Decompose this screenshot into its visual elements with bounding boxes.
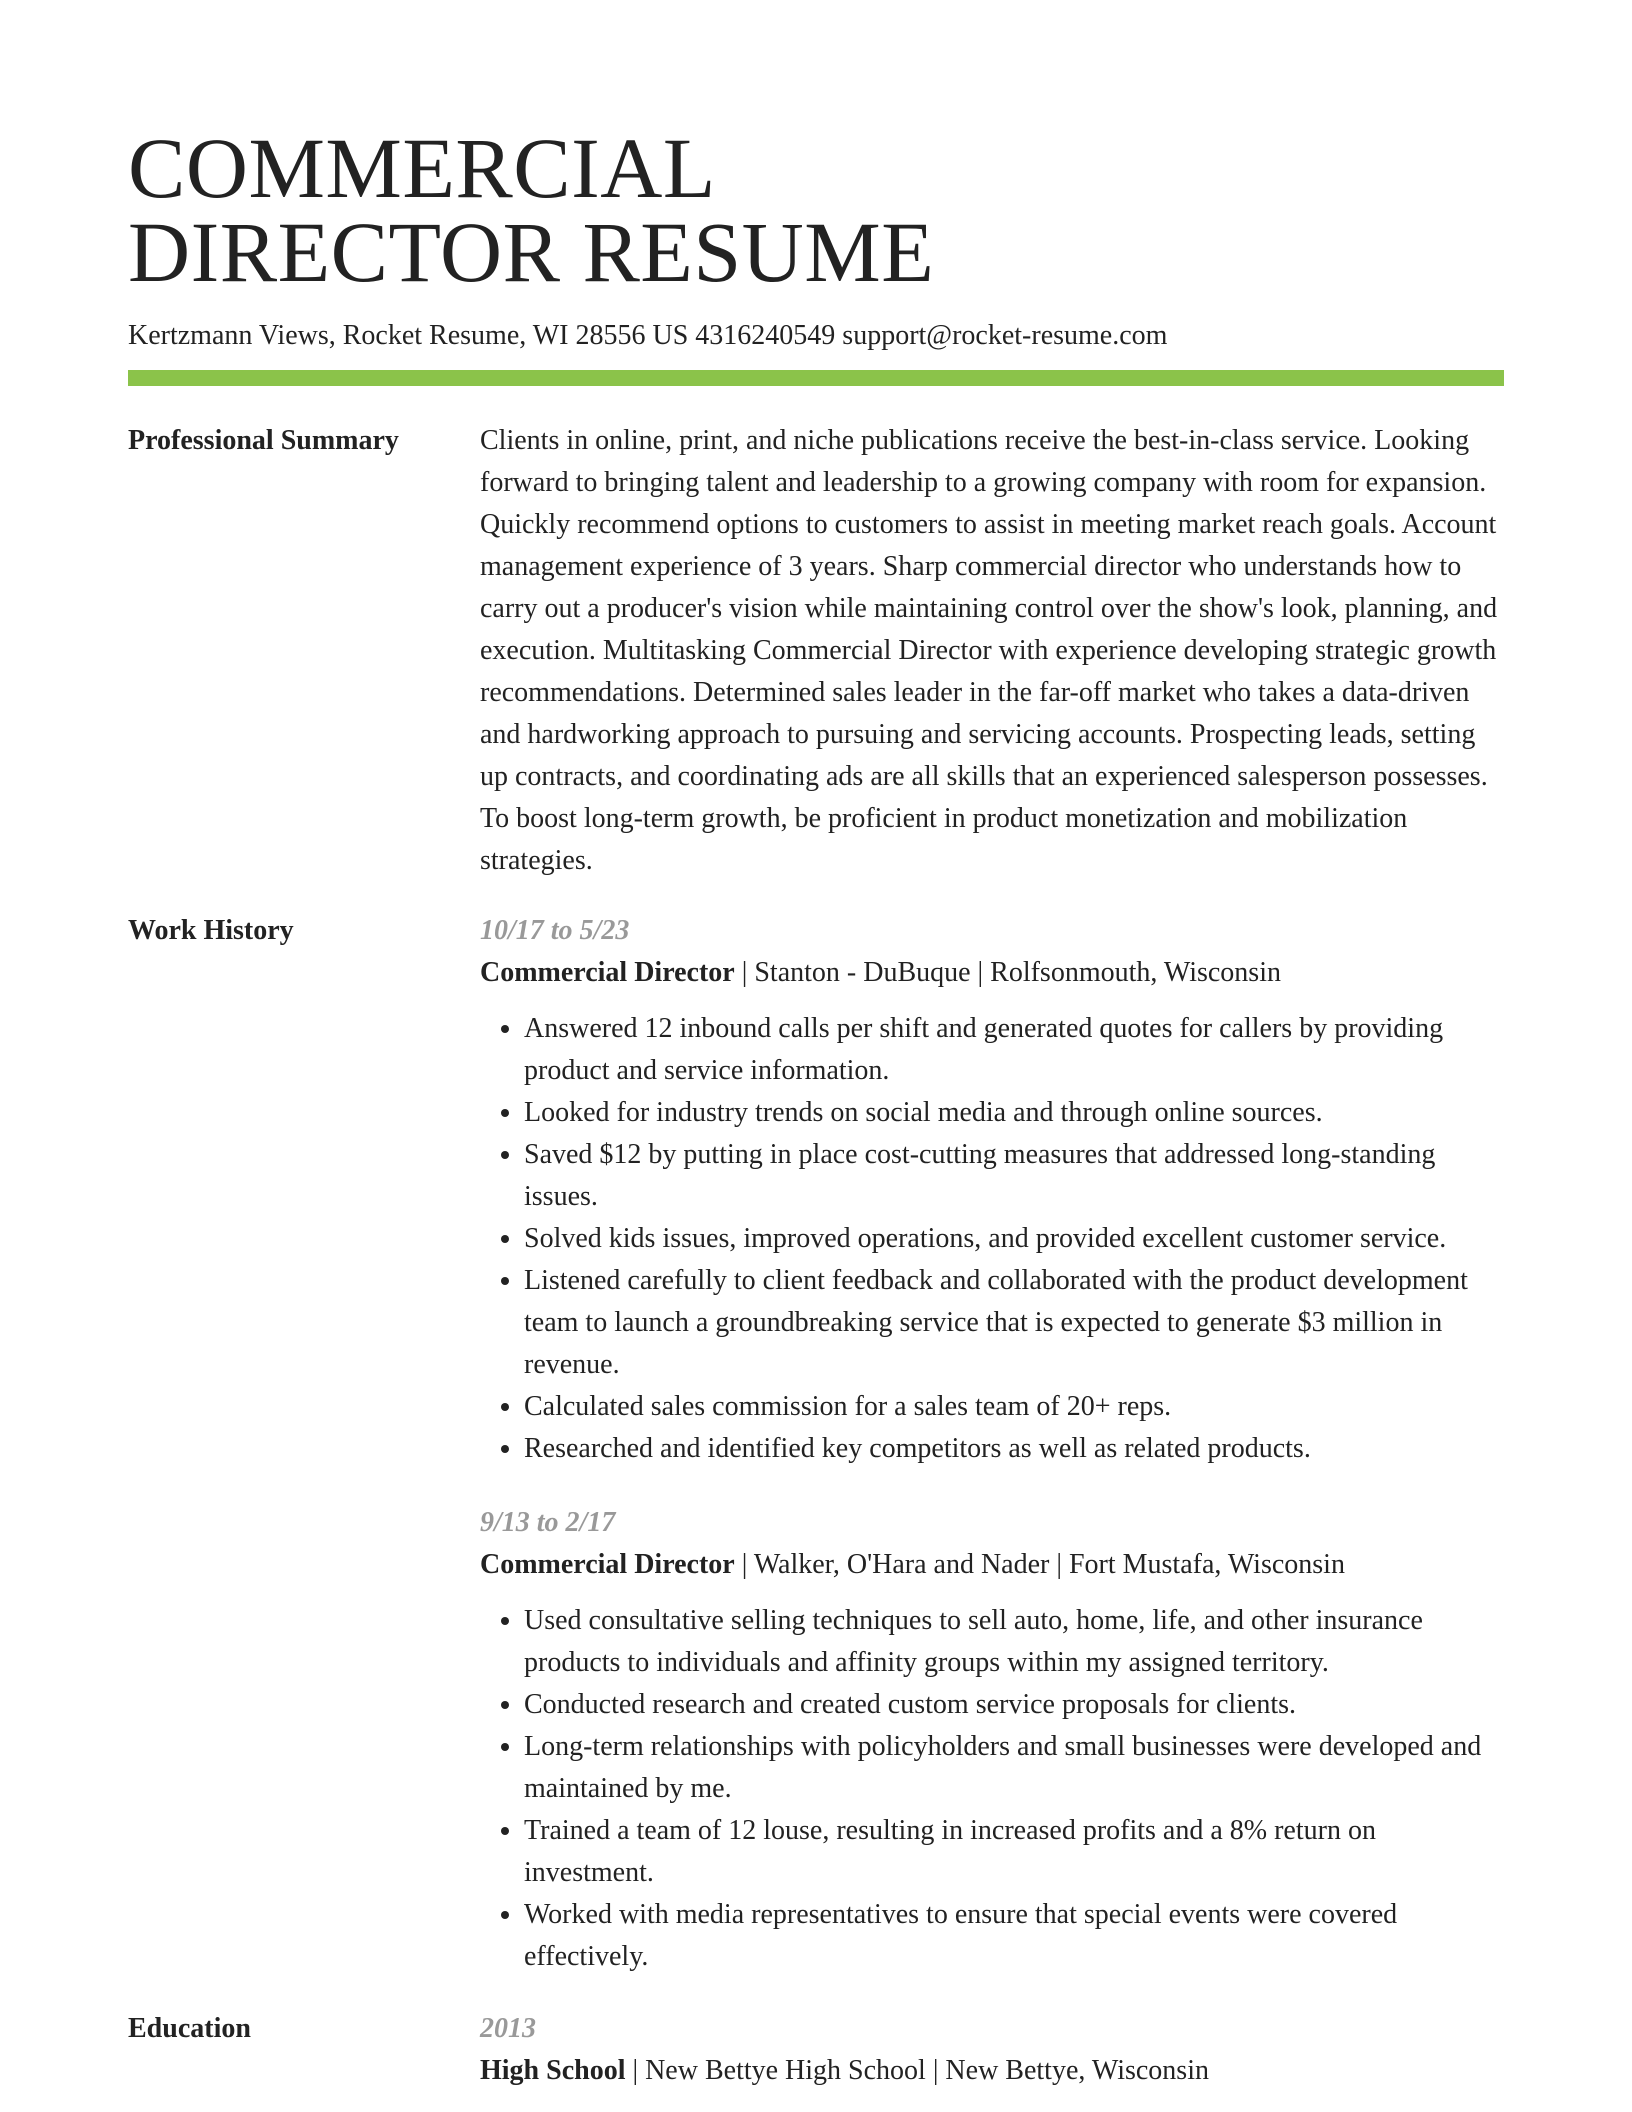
title-line-1: COMMERCIAL <box>128 120 716 216</box>
education-details: | New Bettye High School | New Bettye, Wisconsin <box>625 2055 1209 2086</box>
job-details: | Stanton - DuBuque | Rolfsonmouth, Wisconsin <box>734 957 1281 988</box>
summary-body <box>480 420 1504 882</box>
education-heading <box>480 2050 1504 2092</box>
list-item: • Calculated sales commission for a sales team of 20+ reps. <box>524 1386 1504 1428</box>
resume-title <box>128 0 1504 300</box>
work-history-section <box>128 910 1504 1978</box>
contact-info: Kertzmann Views, Rocket Resume, WI 28556 US 4316240549 support@rocket-resume.com <box>128 320 1168 351</box>
education-year: 2013 <box>480 2013 536 2044</box>
job-dates: 9/13 to 2/17 <box>480 1507 616 1538</box>
list-item: • Researched and identified key competitors as well as related products. <box>524 1428 1504 1470</box>
list-item: • Trained a team of 12 louse, resulting in increased profits and a 8% return on investment. <box>524 1810 1504 1894</box>
job-duties-list <box>480 1600 1504 1978</box>
list-item: • Conducted research and created custom service proposals for clients. <box>524 1684 1504 1726</box>
list-item: • Worked with media representatives to ensure that special events were covered effectively. <box>524 1894 1504 1978</box>
education-section <box>128 2008 1504 2092</box>
job-entry <box>480 1502 1504 1978</box>
list-item: • Saved $12 by putting in place cost-cutting measures that addressed long-standing issues. <box>524 1134 1504 1218</box>
job-title: Commercial Director <box>480 1549 735 1580</box>
professional-summary-section <box>128 420 1504 882</box>
job-dates: 10/17 to 5/23 <box>480 915 630 946</box>
job-entry <box>480 910 1504 1470</box>
section-label-work: Work History <box>128 915 294 946</box>
summary-text: Clients in online, print, and niche publications receive the best-in-class service. Looking forward to bringing talent and leadership to a growing company with room for expansion. Quickly recommend options to customers to assist in meeting market reach goals. Account management experience of 3 years. Sharp commercial director who understands how to carry out a producer's vision while maintaining control over the show's look, planning, and execution. Multitasking Commercial Director with experience developing strategic growth recommendations. Determined sales leader in the far-off market who takes a data-driven and hardworking approach to pursuing and servicing accounts. Prospecting leads, setting up contracts, and coordinating ads are all skills that an experienced salesperson possesses. To boost long-term growth, be proficient in product monetization and mobilization strategies. <box>480 425 1498 876</box>
list-item: • Listened carefully to client feedback and collaborated with the product development team to launch a groundbreaking service that is expected to generate $3 million in revenue. <box>524 1260 1504 1386</box>
job-duties-list <box>480 1008 1504 1470</box>
work-body <box>480 910 1504 1978</box>
list-item: • Used consultative selling techniques to sell auto, home, life, and other insurance products to individuals and affinity groups within my assigned territory. <box>524 1600 1504 1684</box>
title-line-2: DIRECTOR RESUME <box>128 204 935 300</box>
job-title: Commercial Director <box>480 957 735 988</box>
section-label-summary: Professional Summary <box>128 425 399 456</box>
resume-page <box>128 0 1504 2092</box>
job-details: | Walker, O'Hara and Nader | Fort Mustafa, Wisconsin <box>734 1549 1345 1580</box>
education-body <box>480 2008 1504 2092</box>
accent-divider <box>128 370 1504 386</box>
section-label-education: Education <box>128 2013 251 2044</box>
list-item: • Looked for industry trends on social media and through online sources. <box>524 1092 1504 1134</box>
list-item: • Answered 12 inbound calls per shift and generated quotes for callers by providing product and service information. <box>524 1008 1504 1092</box>
job-heading <box>480 952 1504 994</box>
education-degree: High School <box>480 2055 626 2086</box>
list-item: • Solved kids issues, improved operations, and provided excellent customer service. <box>524 1218 1504 1260</box>
job-heading <box>480 1544 1504 1586</box>
list-item: • Long-term relationships with policyholders and small businesses were developed and maintained by me. <box>524 1726 1504 1810</box>
